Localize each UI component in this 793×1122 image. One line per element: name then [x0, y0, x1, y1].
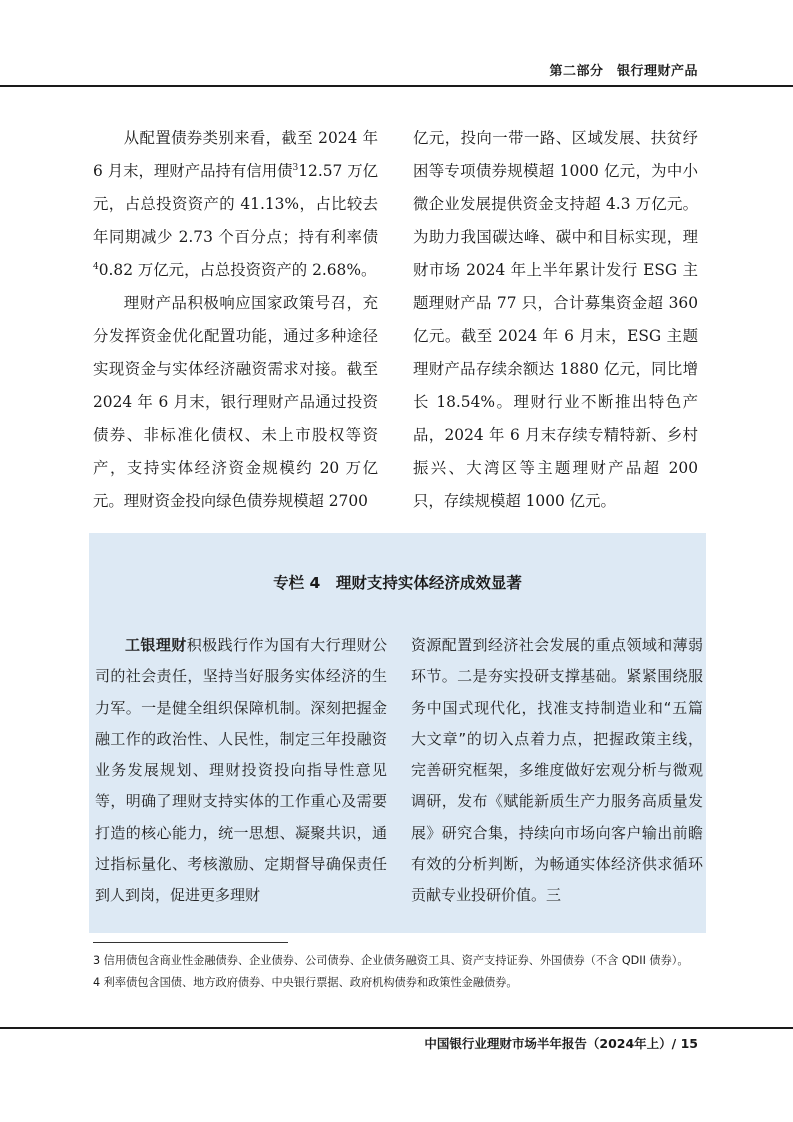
- box-title: 专栏 4 理财支持实体经济成效显著: [273, 574, 522, 592]
- footnote-3: 3 信用债包含商业性金融债券、企业债券、公司债券、企业债务融资工具、资产支持证券、外国债券（不含 QDII 债券）。: [93, 954, 689, 967]
- box-right-paragraph: 资源配置到经济社会发展的重点领域和薄弱环节。二是夯实投研支撑基础。紧紧围绕服务中国式现代化，找准支持制造业和“五篇大文章”的切入点着力点，把握政策主线，完善研究框架，多维度做好宏观分析与微观调研，发布《赋能新质生产力服务高质量发展》研究合集，持续向市场向客户输出前瞻有效的分析判断，为畅通实体经济供求循环贡献专业投研价值。三: [411, 636, 703, 905]
- box-right-column: [411, 630, 703, 912]
- footnote-ref-4[interactable]: 4: [93, 261, 99, 272]
- right-text-column: [413, 122, 698, 518]
- paragraph-bond-allocation: 从配置债券类别来看，截至 2024 年 6 月末，理财产品持有信用债$^3$12.57 万亿元，占总投资资产的 41.13%，占比较去年同期减少 2.73 个百分点；持有利率债$^4$0.82 万亿元，占总投资资产的 2.68%。: [93, 129, 379, 279]
- running-footer: 中国银行业理财市场半年报告（2024年上）/ 15: [424, 1036, 698, 1051]
- header-divider: [0, 85, 793, 87]
- box-lead-term: 工银理财: [125, 636, 187, 654]
- box-left-paragraph: 工银理财积极践行作为国有大行理财公司的社会责任，坚持当好服务实体经济的生力军。一是健全组织保障机制。深刻把握金融工作的政治性、人民性，制定三年投融资业务发展规划、理财投资投向指导性意见等，明确了理财支持实体的工作重心及需要打造的核心能力，统一思想、凝聚共识，通过指标量化、考核激励、定期督导确保责任到人到岗，促进更多理财: [95, 636, 387, 905]
- paragraph-real-economy: 理财产品积极响应国家政策号召，充分发挥资金优化配置功能，通过多种途径实现资金与实体经济融资需求对接。截至 2024 年 6 月末，银行理财产品通过投资债券、非标准化债权、未上市股权等资产，支持实体经济资金规模约 20 万亿元。理财资金投向绿色债券规模超 2700: [93, 294, 378, 510]
- paragraph-esg: 亿元，投向一带一路、区域发展、扶贫纾困等专项债券规模超 1000 亿元，为中小微企业发展提供资金支持超 4.3 万亿元。为助力我国碳达峰、碳中和目标实现，理财市场 2024 年上半年累计发行 ESG 主题理财产品 77 只，合计募集资金超 360 亿元。截至 2024 年 6 月末，ESG 主题理财产品存续余额达 1880 亿元，同比增长 18.54%。理财行业不断推出特色产品，2024 年 6 月末存续专精特新、乡村振兴、大湾区等主题理财产品超 200 只，存续规模超 1000 亿元。: [413, 129, 698, 510]
- box-left-column: [95, 630, 387, 912]
- footer-divider: [0, 1027, 793, 1029]
- running-header: 第二部分 银行理财产品: [549, 64, 698, 79]
- column-box: [89, 533, 706, 933]
- footnote-4: 4 利率债包含国债、地方政府债券、中央银行票据、政府机构债券和政策性金融债券。: [93, 976, 518, 989]
- footnote-ref-3[interactable]: 3: [292, 162, 299, 173]
- footnote-divider: [93, 942, 288, 943]
- left-text-column: [93, 122, 378, 518]
- footnotes: [93, 950, 705, 994]
